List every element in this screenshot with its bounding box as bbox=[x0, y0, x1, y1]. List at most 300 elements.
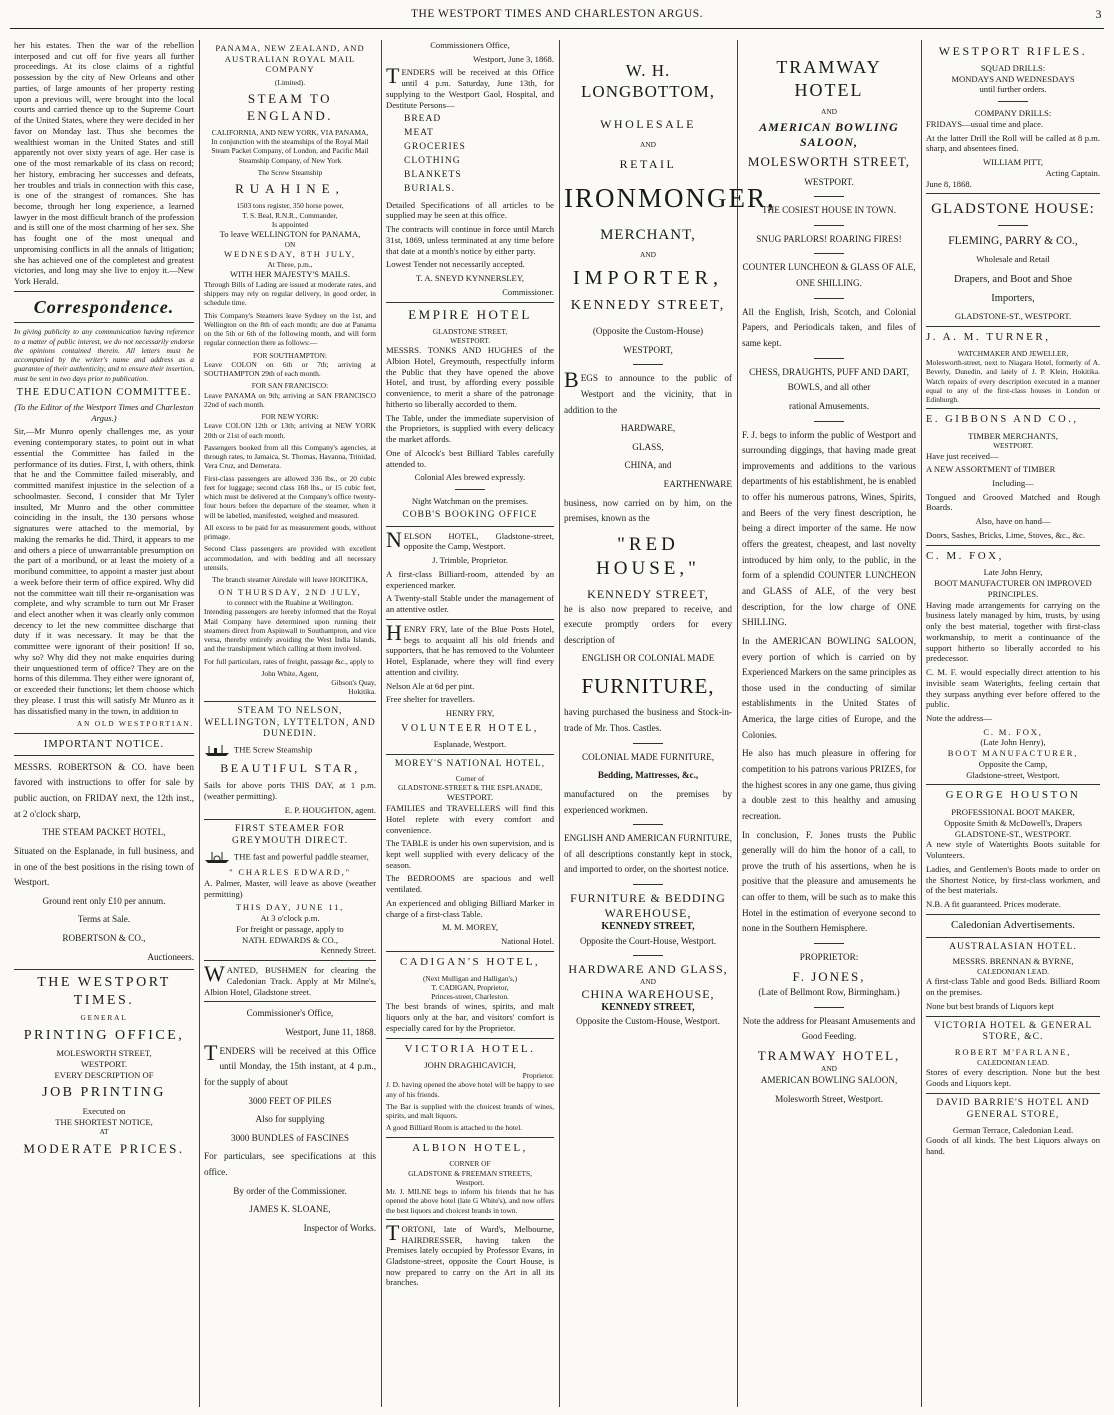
divider bbox=[386, 526, 554, 527]
longbottom-line: KENNEDY STREET, bbox=[570, 297, 726, 313]
longbottom-line: KENNEDY STREET, bbox=[601, 1001, 695, 1013]
correspondence-note: In giving publicity to any communication having reference to a matter of public interest, we do not necessarily endorse the opinions contained therein. All letters must be accompanied by the writer's name and address as a guarantee of their authenticity, and to ensure their insertion, must be sent in two days prior to publication. bbox=[14, 327, 194, 383]
rifles-line: COMPANY DRILLS: bbox=[974, 108, 1052, 119]
longbottom-line: GLASS, bbox=[632, 441, 664, 452]
panama-line: FOR SAN FRANCISCO: bbox=[251, 381, 329, 391]
tenders-signature-role: Inspector of Works. bbox=[303, 1222, 376, 1233]
times-line: MOLESWORTH STREET, bbox=[56, 1048, 152, 1059]
tramway-line: AMERICAN BOWLING SALOON, bbox=[760, 1075, 898, 1086]
paddle-steamer-icon bbox=[204, 851, 230, 864]
panama-line: Leave COLON 12th or 13th; arriving at NEW YORK 20th or 21st of each month. bbox=[204, 421, 376, 440]
houston-heading: GEORGE HOUSTON bbox=[945, 789, 1081, 802]
albion-line: Westport. bbox=[455, 1177, 485, 1187]
masthead bbox=[0, 0, 1114, 28]
cadigan-line: (Next Mulligan and Halligan's,) bbox=[422, 973, 518, 983]
column-5 bbox=[738, 40, 920, 1407]
albion-line: Mr. J. MILNE begs to inform his friends that he has opened the above hotel (late G White's), and now offers the best liquors and choicest brands in town. bbox=[386, 1187, 554, 1215]
tenders-line: By order of the Commissioner. bbox=[233, 1185, 347, 1196]
red-house-heading: "RED HOUSE," bbox=[596, 534, 700, 579]
rifles-line: until further orders. bbox=[979, 84, 1047, 95]
longbottom-line: COLONIAL MADE FURNITURE, bbox=[581, 751, 715, 762]
divider bbox=[926, 326, 1100, 327]
caledonian-heading: Caledonian Advertisements. bbox=[950, 918, 1076, 931]
gladstone-line: FLEMING, PARRY & CO., bbox=[948, 235, 1078, 248]
fox-line: Opposite the Camp, bbox=[978, 758, 1048, 769]
gibbons-line: TIMBER MERCHANTS, bbox=[968, 430, 1058, 441]
divider bbox=[633, 955, 663, 956]
nelson-line: J. Trimble, Proprietor. bbox=[432, 555, 508, 566]
morey-line: Corner of bbox=[455, 773, 485, 783]
tender-item: BREAD bbox=[404, 114, 442, 125]
fox-heading: C. M. FOX, bbox=[926, 549, 1004, 562]
column-4 bbox=[560, 40, 776, 1407]
longbottom-name: W. H. LONGBOTTOM, bbox=[581, 61, 715, 102]
divider bbox=[204, 1001, 376, 1002]
divider bbox=[814, 298, 844, 299]
panama-line: In conjunction with the steamships of the Royal Mail Steam Packet Company, of London, and Pacific Mail Steamship Company, of New York bbox=[211, 137, 369, 165]
tramway-body: In conclusion, F. Jones trusts the Public generally will do him the honor of a call, to prove the truth of his assertions, when he is positive that the pleasure and amusements he can offer to them, will be such as to make this Hotel in the estimation of everyone second to none in the Southern Hemisphere. bbox=[742, 829, 916, 934]
tenders-item: 3000 BUNDLES of FASCINES bbox=[230, 1132, 349, 1143]
tramway-line: TRAMWAY HOTEL, bbox=[757, 1047, 901, 1063]
ironmonger-heading: IRONMONGER, bbox=[564, 182, 776, 213]
gibbons-line: Doors, Sashes, Bricks, Lime, Stoves, &c., &c. bbox=[926, 529, 1085, 540]
victoria-line: A good Billiard Room is attached to the hotel. bbox=[386, 1123, 523, 1133]
column-1 bbox=[10, 40, 198, 1407]
bowling-saloon-heading: AMERICAN BOWLING SALOON, bbox=[759, 120, 899, 150]
gladstone-line: Drapers, and Boot and Shoe bbox=[953, 274, 1073, 286]
panama-heading: PANAMA, NEW ZEALAND, AND AUSTRALIAN ROYAL MAIL COMPANY bbox=[215, 43, 365, 75]
gibbons-line: Also, have on hand— bbox=[975, 516, 1051, 527]
nelson-line: A Twenty-stall Stable under the management of an attentive ostler. bbox=[386, 593, 554, 615]
victoria-store-line: CALEDONIAN LEAD. bbox=[977, 1058, 1049, 1068]
longbottom-body: manufactured on the premises by experienced workmen. bbox=[564, 788, 732, 815]
divider bbox=[814, 196, 844, 197]
column-6 bbox=[922, 40, 1104, 1407]
houston-line: N.B. A fit guaranteed. Prices moderate. bbox=[926, 899, 1061, 910]
gibbons-line: Tongued and Grooved Matched and Rough Boards. bbox=[926, 491, 1100, 513]
tenders-signature-role: Commissioner. bbox=[502, 286, 554, 297]
morey-line: National Hotel. bbox=[501, 936, 554, 947]
empire-line: The Table, under the immediate supervision of the Proprietors, is supplied with every delicacy the market affords. bbox=[386, 412, 554, 445]
longbottom-line: WHOLESALE bbox=[600, 116, 696, 131]
tramway-line: Note the address for Pleasant Amusements and Good Feeding. bbox=[742, 1015, 916, 1042]
gladstone-line: GLADSTONE-ST., WESTPORT. bbox=[954, 311, 1072, 322]
page-number: 3 bbox=[1095, 7, 1102, 21]
masthead-title: THE WESTPORT TIMES AND CHARLESTON ARGUS. bbox=[411, 8, 703, 20]
divider bbox=[14, 291, 194, 292]
longbottom-line: Opposite the Custom-House, Westport. bbox=[576, 1016, 720, 1027]
commissioner-line: Commissioner's Office, bbox=[246, 1008, 334, 1019]
notice-signature: ROBERTSON & CO., bbox=[62, 933, 146, 944]
divider bbox=[926, 1016, 1100, 1017]
nelson-line: A first-class Billiard-room, attended by an experienced marker. bbox=[386, 568, 554, 590]
notice-terms: Terms at Sale. bbox=[77, 914, 131, 925]
longbottom-body: business, now carried on by him, on the premises, known as the bbox=[564, 497, 732, 524]
cadigans-hotel-heading: CADIGAN'S HOTEL, bbox=[399, 955, 541, 968]
henry-fry: HENRY FRY, late of the Blue Posts Hotel, begs to acquaint all his old friends and supporters, that he has removed to the Volunteer Hotel, Esplanade, where they will find every attention and civility. bbox=[386, 619, 554, 677]
divider bbox=[386, 951, 554, 952]
divider bbox=[204, 960, 376, 961]
divider bbox=[386, 1038, 554, 1039]
divider bbox=[14, 969, 194, 970]
tramway-body: He also has much pleasure in offering for competition to his patrons various PRIZES, for the highest scores in any one game, thus giving a double zest to this healthy and amusing recreation. bbox=[742, 748, 916, 821]
fox-line: C. M. FOX, bbox=[983, 726, 1043, 737]
panama-line: ON THURSDAY, 2ND JULY, bbox=[218, 587, 362, 598]
australasian-line: MESSRS. BRENNAN & BYRNE, bbox=[952, 956, 1074, 967]
fox-line: Late John Henry, bbox=[983, 567, 1043, 578]
panama-line: At Three, p.m., bbox=[267, 259, 313, 269]
divider bbox=[814, 225, 844, 226]
divider bbox=[926, 193, 1100, 194]
tenders-text: TENDERS will be received at this Office until Monday, the 15th instant, at 4 p.m., for the supply of about bbox=[204, 1039, 376, 1087]
panama-line: Is appointed bbox=[271, 219, 309, 229]
longbottom-line: ENGLISH OR COLONIAL MADE bbox=[581, 653, 715, 664]
divider bbox=[998, 225, 1028, 226]
victoria-line: The Bar is supplied with the choicest brands of wines, spirits, and malt liquors. bbox=[386, 1101, 554, 1121]
panama-line: Second Class passengers are provided with excellent accommodation, and with bedding and all necessary utensils. bbox=[204, 544, 376, 572]
notice-signature-role: Auctioneers. bbox=[147, 951, 194, 962]
letter-body: Sir,—Mr Munro openly challenges me, as your evening contemporary states, to point out in what essential the Committee has failed in the performance of its duties. First, I, with others, think that he and the Committee failed miserably, and committed manifest injustice in the selection of a schoolmaster. Second, I consider that Mr Tyler insulted, Mr Munro and the other committee coinciding in the insult, the 130 persons whose signatures were attached to the memorial, by making the remarks he did. Third, it appears to me and others a piece of unwarrantable presumption on the part of a moribund, or at least the moiety of a moribund committee, to appoint a master just about a week before their term of office expired. Why did not the committee wait till their re-organisation was complete, and why scramble to turn out Mr Fraser and elect another when it was clearly only common decency to let the new committee discharge that duty if it was necessary. It may be that the committee were ignorant of their position! If so, why so? Why did they not make enquiries during their unquestioned term of office? They are on the horns of this dilemma. They either were ignorant of, or exceeded their functions; let them choose which they please. I trust this will satisfy Mr Munro as it has dissatisfied many in the town, in addition to bbox=[14, 426, 194, 716]
tramway-line: PROPRIETOR: bbox=[799, 952, 859, 963]
divider bbox=[386, 1219, 554, 1220]
panama-line: Intending passengers are hereby informed that the Royal Mail Company have determined upon running their steamers direct from Aspinwall to Southampton, and vice versa, thereby entirely avoiding the West India Islands, and the transhipment which calling at them involved. bbox=[204, 607, 376, 654]
tender-items bbox=[404, 114, 554, 195]
rifles-line: WILLIAM PITT, bbox=[983, 157, 1043, 168]
tenders-signature: T. A. SNEYD KYNNERSLEY, bbox=[415, 273, 525, 284]
victoria-hotel-heading: VICTORIA HOTEL. bbox=[404, 1042, 536, 1055]
longbottom-line: HARDWARE AND GLASS, bbox=[568, 962, 728, 977]
empire-line: One of Alcock's best Billiard Tables carefully attended to. bbox=[386, 447, 554, 469]
houston-line: PROFESSIONAL BOOT MAKER, bbox=[951, 807, 1075, 818]
tender-item: MEAT bbox=[404, 128, 434, 139]
divider bbox=[926, 914, 1100, 915]
longbottom-line: AND bbox=[639, 139, 656, 149]
fry-line: Esplanade, Westport. bbox=[433, 739, 507, 750]
times-line: WESTPORT. bbox=[80, 1058, 128, 1069]
gladstone-line: Wholesale and Retail bbox=[976, 254, 1050, 265]
albion-line: GLADSTONE & FREEMAN STREETS, bbox=[408, 1168, 532, 1178]
panama-line: Gibson's Quay, bbox=[331, 678, 376, 688]
longbottom-line: KENNEDY STREET, bbox=[601, 921, 695, 933]
divider bbox=[14, 322, 194, 323]
tramway-body: F. J. begs to inform the public of Westport and surrounding diggings, that having made great improvements and additions to the various departments of his establishment, he is enabled to offer his numerous patrons, Wines, Spirits, and Beers of the very finest description, he being a direct importer of the same. He now offers the greatest, cheapest, and last novelty introduced by him only, to the public, in the form of a splendid COUNTER LUNCHEON and GLASS of ALE, of the very best description, for the low charge of ONE SHILLING. bbox=[742, 429, 916, 628]
gibbons-line: A NEW ASSORTMENT of TIMBER bbox=[926, 464, 1056, 475]
tender-item: GROCERIES bbox=[404, 142, 466, 153]
tramway-line: CHESS, DRAUGHTS, PUFF AND DART, BOWLS, and all other bbox=[749, 366, 909, 393]
beautiful-star-agent: E. P. HOUGHTON, agent. bbox=[284, 804, 376, 815]
longbottom-line: KENNEDY STREET, bbox=[587, 586, 709, 601]
tenders-line: For particulars, see specifications at this office. bbox=[204, 1151, 376, 1178]
tramway-line: AND bbox=[820, 107, 837, 116]
steam-to-england: STEAM TO ENGLAND. bbox=[246, 91, 334, 123]
panama-line: Hokitika. bbox=[348, 687, 376, 697]
times-line: Executed on bbox=[82, 1105, 126, 1116]
tramway-line: SNUG PARLORS! ROARING FIRES! bbox=[756, 233, 902, 244]
divider bbox=[814, 358, 844, 359]
morey-line: GLADSTONE-STREET & THE ESPLANADE, bbox=[397, 783, 543, 793]
morey-line: The BEDROOMS are spacious and well ventilated. bbox=[386, 873, 554, 895]
volunteer-hotel: VOLUNTEER HOTEL, bbox=[401, 722, 539, 734]
fry-line: Nelson Ale at 6d per pint. bbox=[386, 680, 475, 691]
panama-line: WEDNESDAY, 8TH JULY, bbox=[224, 249, 356, 260]
panama-line: ON bbox=[284, 239, 296, 249]
gibbons-line: Including— bbox=[992, 478, 1034, 489]
tender-item: BLANKETS bbox=[404, 169, 462, 180]
longbottom-body: he is also now prepared to receive, and execute promptly orders for every description of bbox=[564, 603, 732, 645]
commissioners-office: Commissioners Office, bbox=[430, 40, 510, 50]
panama-line: All excess to be paid for as measurement goods, without primage. bbox=[204, 522, 376, 542]
morey-line: WESTPORT. bbox=[446, 792, 494, 803]
beautiful-star-name: BEAUTIFUL STAR, bbox=[220, 761, 360, 776]
nelson-steam-heading: STEAM TO NELSON, WELLINGTON, LYTTELTON, AND DUNEDIN. bbox=[204, 705, 376, 740]
longbottom-line: WAREHOUSE, bbox=[604, 906, 692, 921]
empire-line: GLADSTONE STREET, bbox=[432, 326, 508, 336]
panama-line: To leave WELLINGTON for PANAMA, bbox=[219, 229, 361, 240]
tramway-line: rational Amusements. bbox=[788, 400, 870, 411]
longbottom-line: CHINA WAREHOUSE, bbox=[581, 986, 715, 1001]
turner-line: Molesworth-street, next to Niagara Hotel, formerly of A. Beverly, Dunedin, and lately of J. P. Klein, Hokitika. Watch repairs of every description executed in a manner equal to any of the first-class houses in London or Edinburgh. bbox=[926, 358, 1100, 405]
gladstone-line: Importers, bbox=[991, 293, 1035, 305]
panama-line: 1503 tons register, 350 horse power, bbox=[236, 201, 344, 211]
houston-line: Ladies, and Gentlemen's Boots made to order on the Shortest Notice, by first-class workmen, and of the best materials. bbox=[926, 863, 1100, 896]
longbottom-line: Opposite the Court-House, Westport. bbox=[579, 935, 717, 946]
letter-addressee: (To the Editor of the Westport Times and Charleston Argus.) bbox=[14, 402, 194, 423]
divider bbox=[204, 819, 376, 820]
moreys-hotel-heading: MOREY'S NATIONAL HOTEL, bbox=[394, 758, 546, 769]
times-office-heading: THE WESTPORT TIMES. bbox=[37, 975, 171, 1008]
greymouth-line: For freight or passage, apply to bbox=[236, 923, 344, 934]
greymouth-line: THIS DAY, JUNE 11, bbox=[235, 902, 345, 913]
fry-line: HENRY FRY, bbox=[445, 707, 495, 718]
longbottom-line: EARTHENWARE bbox=[663, 479, 732, 490]
importer-heading: IMPORTER, bbox=[573, 266, 723, 289]
letter-signature: AN OLD WESTPORTIAN. bbox=[76, 719, 194, 729]
divider bbox=[633, 743, 663, 744]
ship-name: RUAHINE, bbox=[235, 181, 345, 197]
tenders-line: Lowest Tender not necessarily accepted. bbox=[386, 259, 525, 270]
tramway-line: (Late of Bellmont Row, Birmingham.) bbox=[758, 986, 900, 997]
victoria-store-line: ROBERT M'FARLANE, bbox=[954, 1047, 1072, 1058]
tramway-hotel-heading: TRAMWAY HOTEL bbox=[776, 57, 882, 100]
longbottom-line: HARDWARE, bbox=[620, 423, 676, 434]
empire-line: WESTPORT. bbox=[450, 336, 490, 346]
victoria-store-line: Stores of every description. None but the best Goods and Liquors kept. bbox=[926, 1067, 1100, 1089]
fox-line: Having made arrangements for carrying on the business lately managed by him, trusts, by using only the best material, together with first-class workmanship, to merit a continuance of the support hitherto so liberally accorded to his predecessor. bbox=[926, 599, 1100, 664]
divider bbox=[14, 755, 194, 756]
panama-line: John White, Agent, bbox=[261, 668, 319, 678]
tramway-line: WESTPORT. bbox=[804, 176, 854, 187]
fox-line: Note the address— bbox=[926, 712, 992, 723]
turner-line: WATCHMAKER AND JEWELLER, bbox=[957, 348, 1069, 358]
divider bbox=[455, 489, 485, 490]
longbottom-line: AND bbox=[639, 250, 656, 260]
divider bbox=[814, 421, 844, 422]
tramway-line: THE COSIEST HOUSE IN TOWN. bbox=[762, 205, 896, 216]
notice-body: MESSRS. ROBERTSON & CO. have been favored with instructions to offer for sale by public auction, on FRIDAY next, the 12th inst., at 2 o'clock sharp, bbox=[14, 761, 194, 819]
notice-property: THE STEAM PACKET HOTEL, bbox=[42, 827, 166, 838]
tender-item: CLOTHING bbox=[404, 156, 461, 167]
cadigan-line: Princes-street, Charleston. bbox=[431, 992, 509, 1002]
times-line: AT bbox=[99, 1127, 109, 1137]
longbottom-line: MERCHANT, bbox=[600, 226, 696, 243]
panama-line: Leave COLON on 6th or 7th; arriving at SOUTHAMPTON 29th of each month. bbox=[204, 359, 376, 379]
times-line: MODERATE PRICES. bbox=[23, 1140, 185, 1156]
panama-line: WITH HER MAJESTY'S MAILS. bbox=[230, 269, 350, 280]
victoria-line: J. D. having opened the above hotel will be happy to see any of his friends. bbox=[386, 1080, 554, 1099]
column-3 bbox=[382, 40, 558, 1407]
longbottom-line: WESTPORT, bbox=[623, 344, 673, 355]
greymouth-line: Kennedy Street. bbox=[320, 945, 376, 956]
longbottom-line: Bedding, Mattresses, &c., bbox=[597, 770, 699, 781]
empire-line: MESSRS. TONKS AND HUGHES of the Albion Hotel, Greymouth, respectfully inform the Public that they have opened the above Hotel, and trust, by affording every possible convenience, to merit a share of the patronage hitherto so liberally accorded to them. bbox=[386, 345, 554, 409]
beautiful-star-line: Sails for above ports THIS DAY, at 1 p.m. (weather permitting). bbox=[204, 780, 376, 801]
notice-heading: IMPORTANT NOTICE. bbox=[43, 738, 165, 750]
tramway-body: In the AMERICAN BOWLING SALOON, every portion of which is carried on by Experienced Markers on the same principles as those used in the conducting of similar establishments in the United States of America, the large cities of Europe, and the Colonies. bbox=[742, 635, 916, 740]
australasian-line: None but best brands of Liquors kept bbox=[926, 1000, 1054, 1011]
longbottom-line: RETAIL bbox=[619, 156, 677, 171]
greymouth-line: NATH. EDWARDS & CO., bbox=[242, 934, 338, 945]
tortoni-hairdresser: TORTONI, late of Ward's, Melbourne, HAIRDRESSER, having taken the Premises lately occupied by Professor Evans, in Gladstone-street, opposite the Court House, is now prepared to carry on the Art in all its branches. bbox=[386, 1219, 554, 1288]
wanted-bushmen: WANTED, BUSHMEN for clearing the Caledonian Track. Apply at Mr Milne's, Albion Hotel, Gladstone street. bbox=[204, 961, 376, 997]
divider bbox=[926, 937, 1100, 938]
morey-line: FAMILIES and TRAVELLERS will find this Hotel replete with every comfort and convenience. bbox=[386, 803, 554, 835]
barrie-line: Goods of all kinds. The best Liquors always on hand. bbox=[926, 1135, 1100, 1156]
houston-line: A new style of Watertights Boots suitable for Volunteers. bbox=[926, 839, 1100, 861]
houston-line: Opposite Smith & McDowell's, Drapers bbox=[944, 817, 1082, 828]
albion-line: CORNER OF bbox=[449, 1159, 491, 1169]
cadigan-line: The best brands of wines, spirits, and malt liquors only at the bar, and visitors' comfort is especially cared for by the Proprietor. bbox=[386, 1001, 554, 1033]
morey-line: An experienced and obliging Billiard Marker in charge of a first-class Table. bbox=[386, 897, 554, 919]
victoria-store-heading: VICTORIA HOTEL & GENERAL STORE, &C. bbox=[933, 1020, 1093, 1043]
divider bbox=[204, 701, 376, 702]
panama-line: First-class passengers are allowed 336 lbs., or 20 cubic feet for luggage; second class 168 lbs., or 15 cubic feet, which must be delivered at the Company's office twenty-four hours before the departure of the steamer, when it will be labelled, manifested, weighed and measured. bbox=[204, 473, 376, 520]
longbottom-body: having purchased the business and Stock-in-trade of Mr. Thos. Castles. bbox=[564, 707, 732, 733]
longbottom-body: ENGLISH AND AMERICAN FURNITURE, of all descriptions constantly kept in stock, and imported to order, on the shortest notice. bbox=[564, 833, 732, 875]
proprietor-name: F. JONES, bbox=[792, 968, 866, 984]
barrie-heading: DAVID BARRIE'S HOTEL AND GENERAL STORE, bbox=[936, 1097, 1090, 1120]
rifles-line: At the latter Drill the Roll will be called at 8 p.m. sharp, and absentees fined. bbox=[926, 132, 1100, 154]
tramway-line: Molesworth Street, Westport. bbox=[775, 1094, 883, 1104]
gibbons-line: Have just received— bbox=[926, 450, 999, 461]
panama-line: Leave PANAMA on 9th; arriving at SAN FRANCISCO 22nd of each month. bbox=[204, 390, 376, 409]
greymouth-ship: " CHARLES EDWARD," bbox=[229, 867, 351, 878]
morey-line: The TABLE is under his own supervision, and is kept well supplied with every delicacy of the season. bbox=[386, 838, 554, 870]
panama-line: T. S. Beal, R.N.R., Commander, bbox=[242, 210, 338, 220]
greymouth-line: At 3 o'clock p.m. bbox=[260, 913, 320, 924]
tramway-line: MOLESWORTH STREET, bbox=[747, 154, 911, 170]
australasian-line: CALEDONIAN LEAD. bbox=[977, 967, 1049, 977]
westport-rifles-heading: WESTPORT RIFLES. bbox=[938, 44, 1088, 58]
gibbons-line: WESTPORT. bbox=[993, 441, 1033, 451]
tender-item: BURIALS. bbox=[404, 183, 456, 194]
commissioners-date: Westport, June 3, 1868. bbox=[473, 53, 554, 64]
panama-line: FOR NEW YORK: bbox=[261, 412, 319, 422]
divider bbox=[814, 1007, 844, 1008]
houston-line: GLADSTONE-ST., WESTPORT. bbox=[954, 828, 1072, 839]
fox-line: BOOT MANUFACTURER, bbox=[947, 748, 1079, 759]
empire-line: Colonial Ales brewed expressly. bbox=[414, 472, 526, 483]
commissioner-line: Westport, June 11, 1868. bbox=[285, 1026, 376, 1037]
times-line: JOB PRINTING bbox=[42, 1085, 166, 1101]
barrie-line: German Terrace, Caledonian Lead. bbox=[952, 1124, 1074, 1135]
divider bbox=[998, 101, 1028, 102]
gibbons-heading: E. GIBBONS AND CO., bbox=[926, 414, 1079, 426]
correspondence-heading: Correspondence. bbox=[33, 296, 175, 317]
rifles-line: June 8, 1868. bbox=[926, 178, 972, 189]
divider bbox=[926, 408, 1100, 409]
greymouth-line: THE fast and powerful paddle steamer, bbox=[234, 851, 369, 862]
divider bbox=[814, 943, 844, 944]
fox-line: BOOT MANUFACTURER ON IMPROVED PRINCIPLES. bbox=[934, 578, 1092, 599]
longbottom-line: (Opposite the Custom-House) bbox=[592, 326, 704, 336]
panama-line: The Screw Steamship bbox=[257, 167, 323, 177]
divider bbox=[386, 754, 554, 755]
fox-line: (Late John Henry), bbox=[980, 737, 1046, 748]
divider bbox=[633, 824, 663, 825]
divider bbox=[926, 784, 1100, 785]
australasian-line: A first-class Table and good Beds. Billiard Room on the premises. bbox=[926, 976, 1100, 998]
tenders-text: TENDERS will be received at this Office until 4 p.m. Saturday, June 13th, for supplying to the Westport Gaol, Hospital, and Destitute Persons— bbox=[386, 63, 554, 110]
tenders-signature: JAMES K. SLOANE, bbox=[249, 1204, 331, 1215]
tramway-body: All the English, Irish, Scotch, and Colonial Papers, and Periodicals taken, and files of same kept. bbox=[742, 306, 916, 348]
tramway-line: AND bbox=[820, 1064, 837, 1074]
albion-hotel-heading: ALBION HOTEL, bbox=[412, 1141, 528, 1154]
times-line: PRINTING OFFICE, bbox=[23, 1027, 185, 1043]
divider bbox=[926, 545, 1100, 546]
rifles-line: MONDAYS AND WEDNESDAYS bbox=[951, 73, 1075, 84]
furniture-heading: FURNITURE, bbox=[581, 674, 715, 699]
divider bbox=[386, 619, 554, 620]
divider bbox=[386, 1137, 554, 1138]
panama-line: For full particulars, rates of freight, passage &c., apply to bbox=[204, 656, 374, 666]
empire-line: Night Watchman on the premises. bbox=[411, 496, 529, 507]
tenders-line: The contracts will continue in force until March 31st, 1869, unless terminated at any time before that date at a month's notice by either party. bbox=[386, 224, 554, 256]
panama-line: CALIFORNIA, AND NEW YORK, VIA PANAMA, bbox=[211, 127, 369, 137]
turner-heading: J. A. M. TURNER, bbox=[926, 331, 1051, 344]
notice-rent: Ground rent only £10 per annum. bbox=[42, 895, 166, 906]
news-story: her his estates. Then the war of the rebellion interposed and cut off for five years all further proceedings. At its close claims of a rightful possession by the city of New Orleans and other parties, of large amounts of her property resting upon a previous will, were brought into the local courts and carried thence up to the Supreme Court of the United States, where they were decided in her favor on Monday last. Thus she becomes the wealthiest woman in the United States and still apparently not over sixty years of age. Her case is one of the most remarkable of its class on record; her history, embracing her successes and defeats, her troubles and trials in connection with this case, is one of the strangest of romances. She has become, through her long experience, a learned lawyer in the most difficult branch of the profession and is still one of the most charming of her sex. She has fought one of the most unequal and unpromising conflicts in all the annals of litigation; she has achieved one of the completest and greatest victories, and long may she live to enjoy it.—New York Herald. bbox=[14, 40, 194, 287]
beautiful-star-line: THE Screw Steamship bbox=[234, 744, 313, 755]
times-line: THE SHORTEST NOTICE, bbox=[55, 1116, 153, 1127]
cadigan-line: T. CADIGAN, Proprietor, bbox=[431, 982, 509, 992]
empire-hotel-heading: EMPIRE HOTEL bbox=[408, 306, 532, 322]
letter-heading: THE EDUCATION COMMITTEE. bbox=[16, 386, 192, 398]
panama-line: Through Bills of Lading are issued at moderate rates, and shippers may rely on regular delivery, in good order, in schedule time. bbox=[204, 279, 376, 308]
fox-line: C. M. F. would especially direct attention to his invisible seam Waterights, feeling certain that they surpass anything ever before offered to the public. bbox=[926, 667, 1100, 710]
divider bbox=[14, 733, 194, 734]
cobb-booking-office: COBB'S BOOKING OFFICE bbox=[402, 509, 538, 520]
victoria-line: JOHN DRAGHICAVICH, bbox=[424, 1060, 516, 1071]
panama-line: FOR SOUTHAMPTON: bbox=[253, 350, 327, 360]
divider bbox=[633, 884, 663, 885]
column-2 bbox=[200, 40, 380, 1407]
longbottom-line: AND bbox=[639, 977, 656, 987]
panama-line: This Company's Steamers leave Sydney on the 1st, and Wellington on the 8th of each month; are due at Panama on the 5th or 6th of the following month, and will form regular connection there as follows:— bbox=[204, 310, 376, 348]
gladstone-house-heading: GLADSTONE HOUSE: bbox=[931, 201, 1095, 218]
panama-line: Passengers booked from all this Company's agencies, at through rates, to Jamaica, St. Thomas, Havanna, Trinidad, Vera Cruz, and Demerara. bbox=[204, 442, 376, 471]
australasian-heading: AUSTRALASIAN HOTEL. bbox=[949, 941, 1077, 952]
morey-line: M. M. MOREY, bbox=[442, 922, 498, 933]
times-line: EVERY DESCRIPTION OF bbox=[54, 1069, 154, 1080]
fox-line: Gladstone-street, Westport. bbox=[966, 769, 1060, 780]
rifles-line: FRIDAYS—usual time and place. bbox=[926, 118, 1044, 129]
divider bbox=[386, 302, 554, 303]
victoria-line: Proprietor. bbox=[522, 1071, 554, 1081]
greymouth-heading: FIRST STEAMER FOR GREYMOUTH DIRECT. bbox=[231, 824, 349, 847]
panama-line: The branch steamer Airedale will leave HOKITIKA, bbox=[212, 575, 368, 585]
masthead-rule bbox=[10, 28, 1104, 29]
notice-body-2: Situated on the Esplanade, in full business, and in one of the best positions in the rising town of Westport. bbox=[14, 845, 194, 888]
